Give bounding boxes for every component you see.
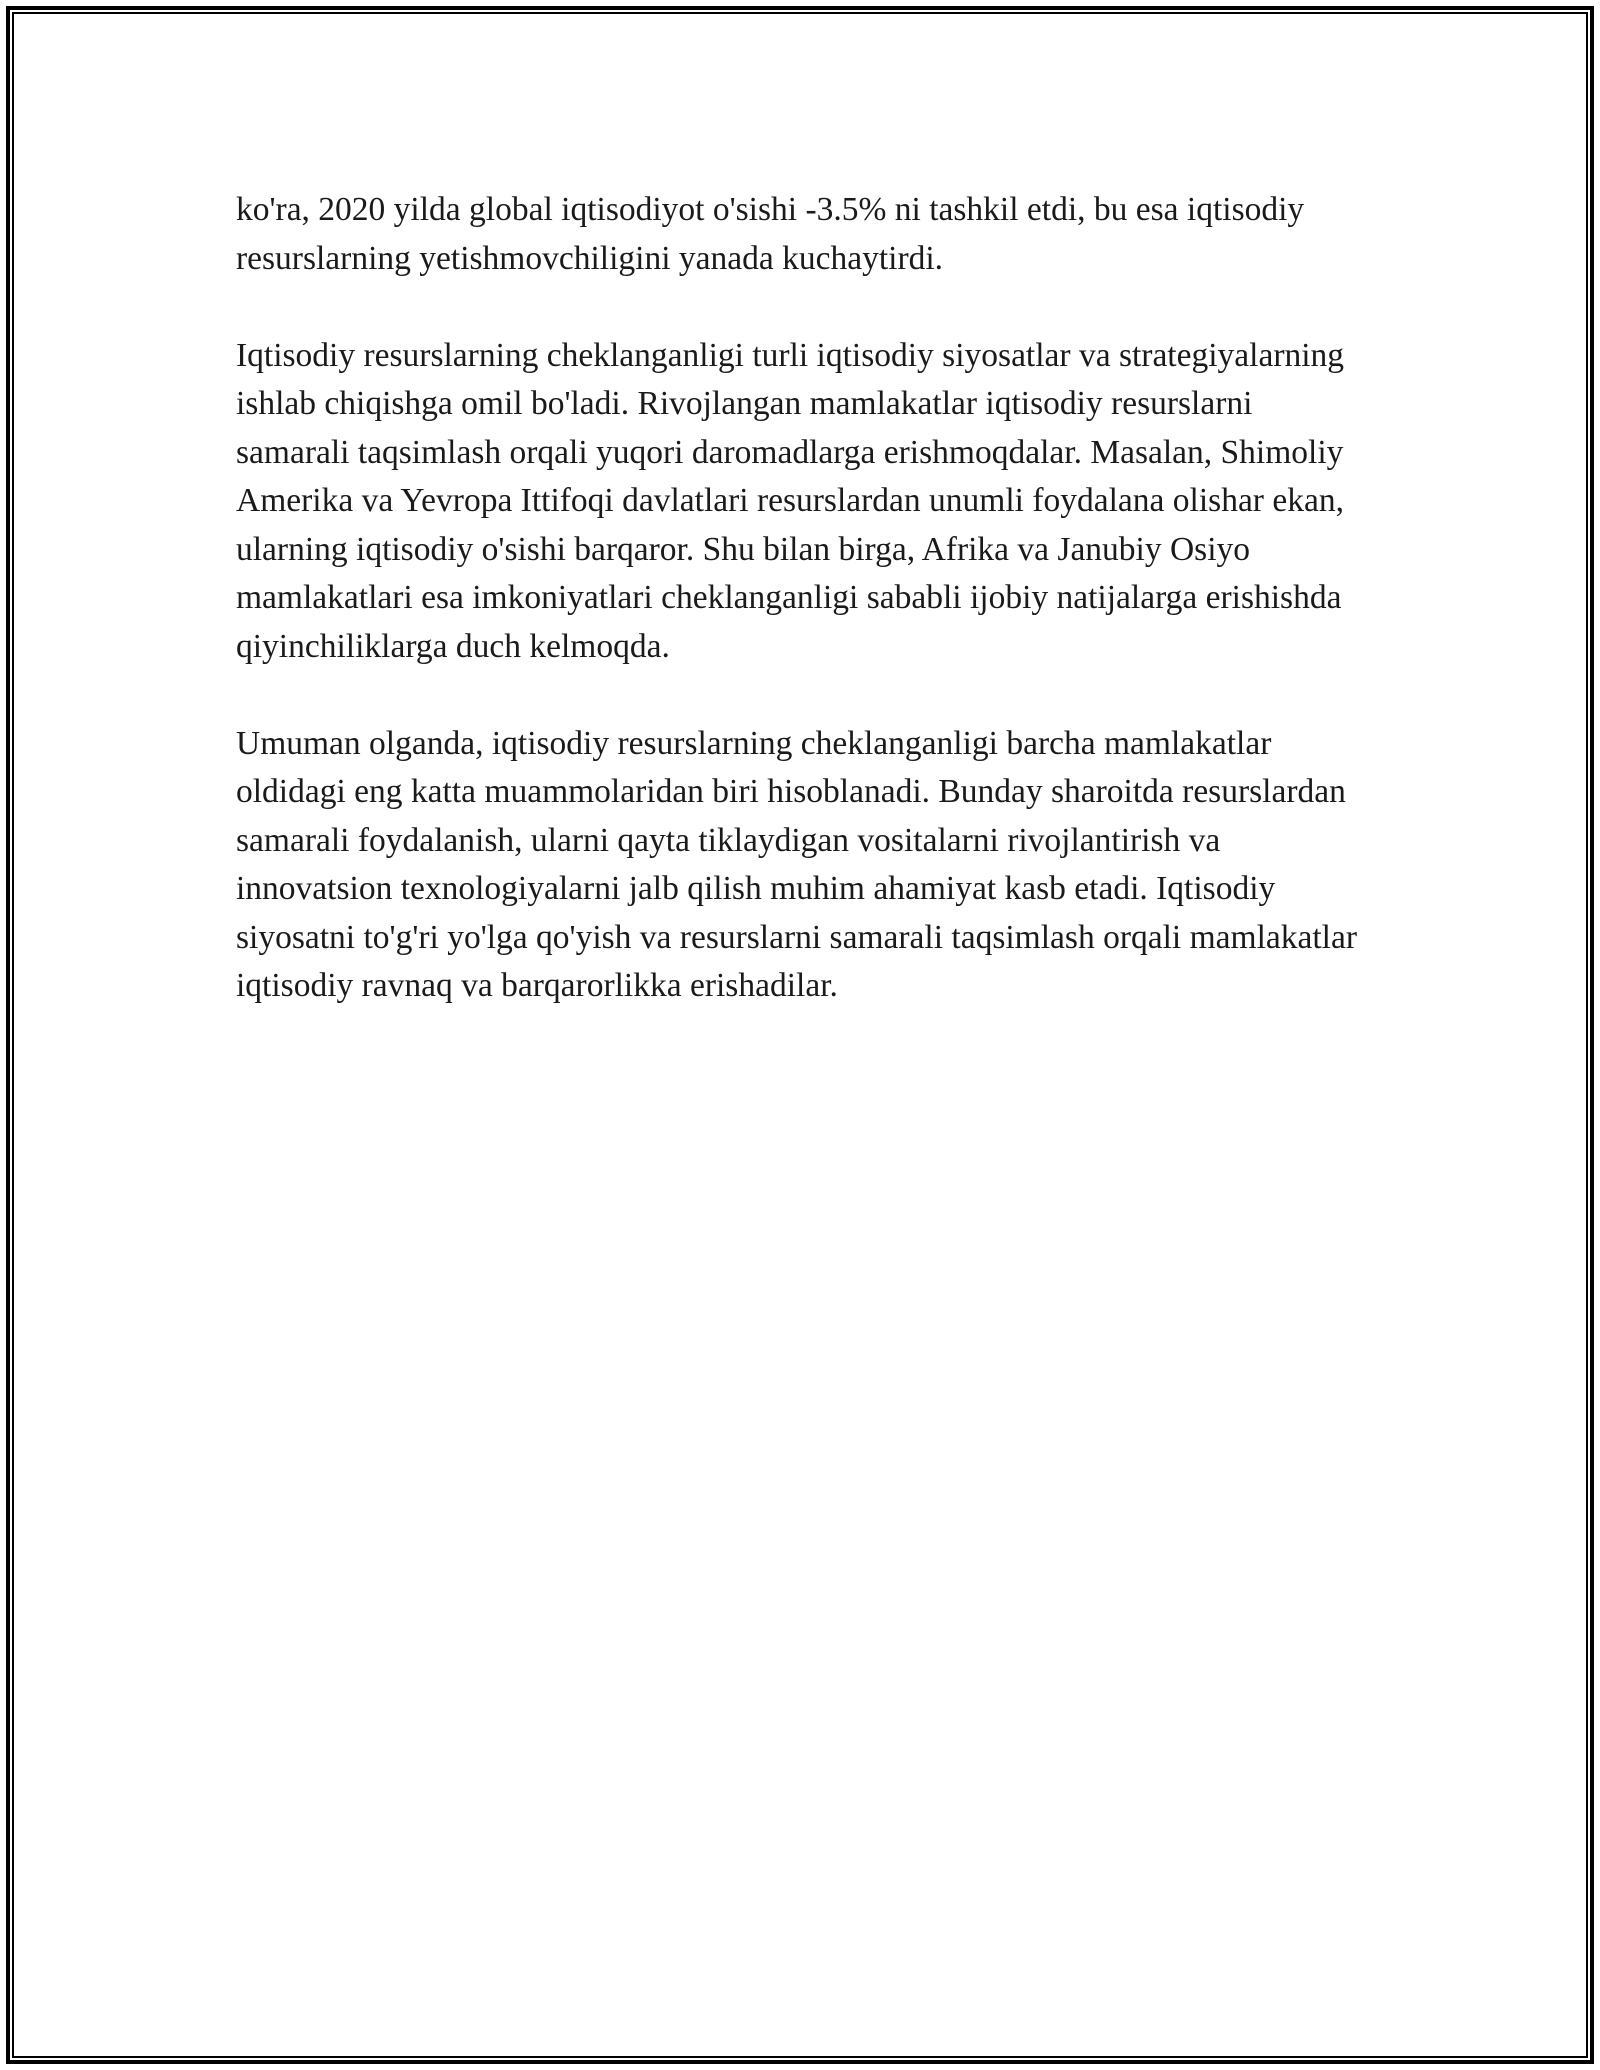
document-body: [236, 186, 1361, 1059]
paragraph-2: Iqtisodiy resurslarning cheklanganligi turli iqtisodiy siyosatlar va strategiyalarning ishlab chiqishga omil bo'ladi. Rivojlangan mamlakatlar iqtisodiy resurslarni samarali taqsimlash orqali yuqori daromadlarga erishmoqdalar. Masalan, Shimoliy Amerika va Yevropa Ittifoqi davlatlari resurslardan unumli foydalana olishar ekan, ularning iqtisodiy o'sishi barqaror. Shu bilan birga, Afrika va Janubiy Osiyo mamlakatlari esa imkoniyatlari cheklanganligi sababli ijobiy natijalarga erishishda qiyinchiliklarga duch kelmoqda.: [236, 336, 1345, 665]
paragraph-1: ko'ra, 2020 yilda global iqtisodiyot o'sishi -3.5% ni tashkil etdi, bu esa iqtisodiy resurslarning yetishmovchiligini yanada kuchaytirdi.: [236, 191, 1305, 277]
paragraph-3: Umuman olganda, iqtisodiy resurslarning cheklanganligi barcha mamlakatlar oldidagi eng katta muammolaridan biri hisoblanadi. Bunday sharoitda resurslardan samarali foydalanish, ularni qayta tiklaydigan vositalarni rivojlantirish va innovatsion texnologiyalarni jalb qilish muhim ahamiyat kasb etadi. Iqtisodiy siyosatni to'g'ri yo'lga qo'yish va resurslarni samarali taqsimlash orqali mamlakatlar iqtisodiy ravnaq va barqarorlikka erishadilar.: [236, 724, 1358, 1004]
